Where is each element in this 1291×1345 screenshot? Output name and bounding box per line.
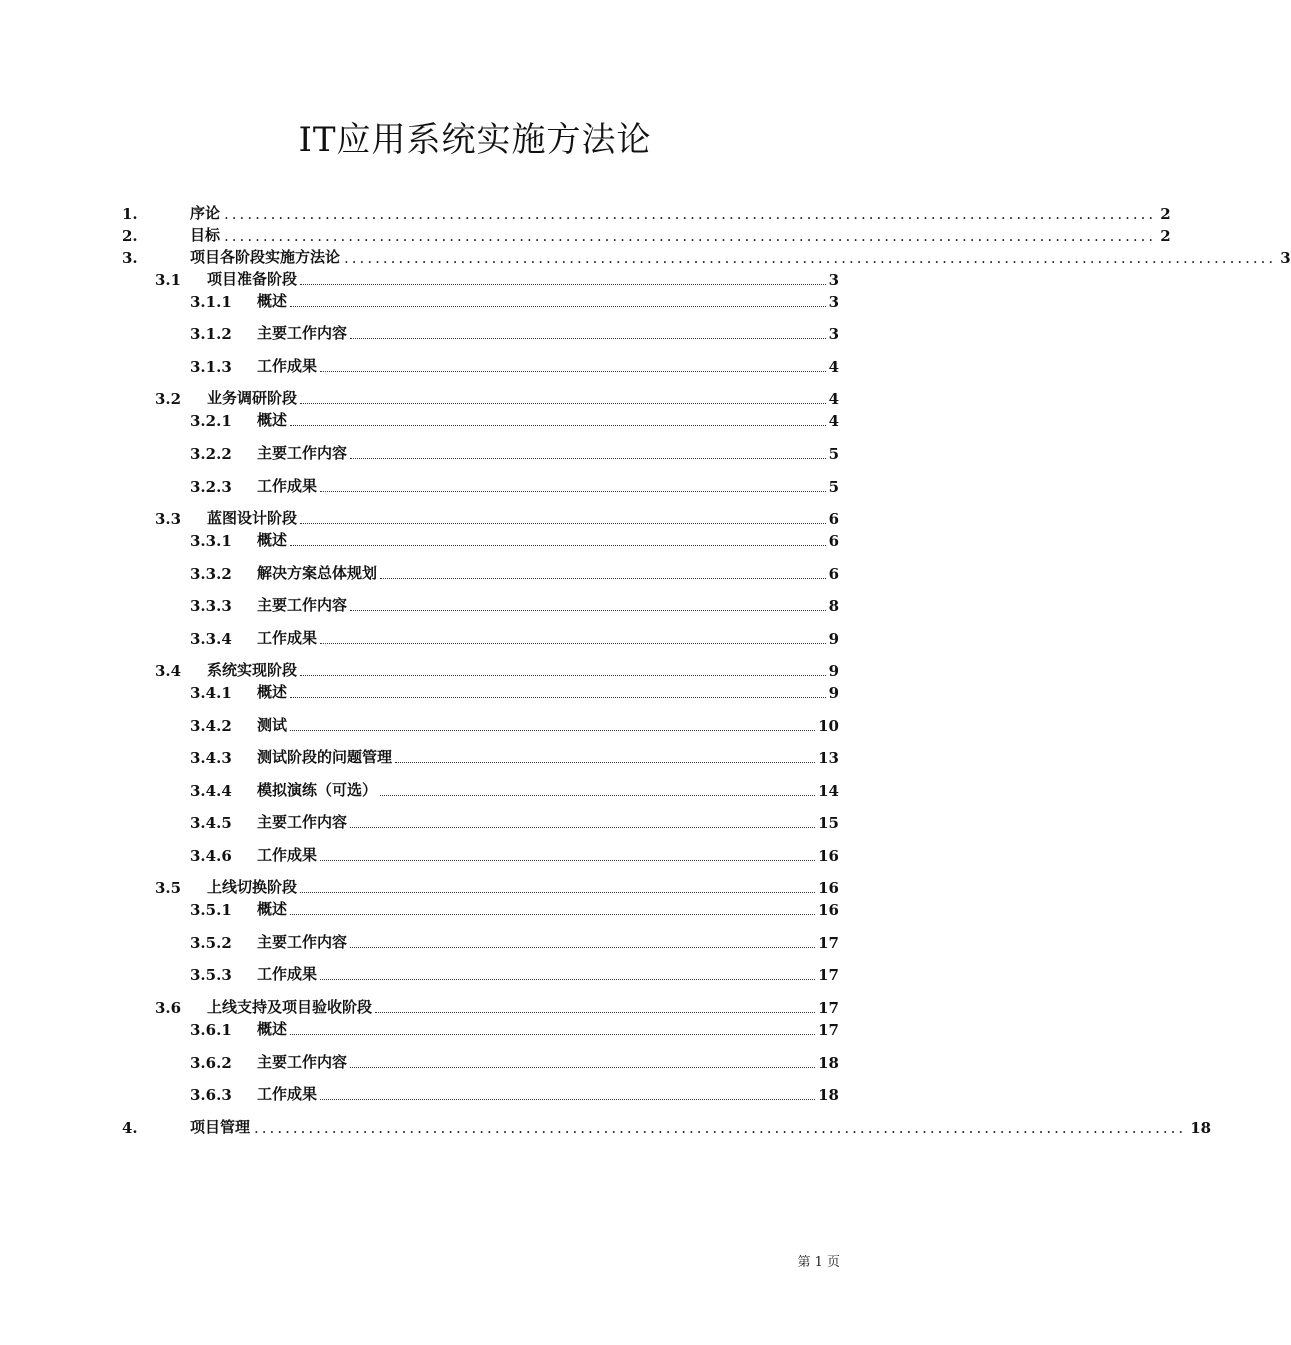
toc-entry-title: 工作成果 bbox=[257, 357, 318, 375]
toc-dot-leader bbox=[350, 337, 826, 339]
toc-entry-title: 概述 bbox=[257, 683, 288, 701]
toc-entry[interactable] bbox=[190, 932, 839, 952]
toc-entry-number: 3.3.3 bbox=[190, 597, 232, 615]
toc-entry-title: 概述 bbox=[257, 292, 288, 310]
toc-dot-leader bbox=[300, 891, 815, 893]
toc-entry-number: 3.4.6 bbox=[190, 847, 232, 865]
toc-dot-leader bbox=[300, 674, 826, 676]
toc-entry[interactable] bbox=[190, 812, 839, 832]
toc-page-number: 6 bbox=[828, 510, 839, 528]
toc-entry-title: 概述 bbox=[257, 900, 288, 918]
toc-entry-number: 3.5.3 bbox=[190, 966, 232, 984]
toc-page-number: 16 bbox=[818, 901, 839, 919]
toc-entry-title: 工作成果 bbox=[257, 1085, 318, 1103]
toc-dot-leader bbox=[375, 1011, 815, 1013]
toc-entry-title: 系统实现阶段 bbox=[207, 661, 298, 679]
document-title: IT应用系统实施方法论 bbox=[298, 120, 652, 160]
toc-dot-leader bbox=[320, 859, 815, 861]
toc-dot-leader bbox=[300, 402, 826, 404]
toc-page-number: 9 bbox=[828, 662, 839, 680]
toc-page-number: 3 bbox=[1280, 249, 1291, 267]
toc-dot-leader bbox=[300, 522, 826, 524]
toc-entry[interactable] bbox=[190, 1052, 839, 1072]
toc-entry-number: 3.4 bbox=[155, 662, 182, 680]
toc-entry-number: 3.2.1 bbox=[190, 412, 232, 430]
toc-entry[interactable] bbox=[190, 323, 839, 343]
toc-page-number: 17 bbox=[818, 934, 839, 952]
toc-entry[interactable] bbox=[155, 508, 839, 528]
toc-entry-number: 3.6 bbox=[155, 999, 182, 1017]
toc-dot-leader bbox=[380, 794, 815, 796]
toc-page-number: 9 bbox=[828, 684, 839, 702]
toc-entry-title: 工作成果 bbox=[257, 965, 318, 983]
toc-entry[interactable] bbox=[190, 715, 839, 735]
page-footer: 第 1 页 bbox=[797, 1255, 840, 1270]
toc-dot-leader bbox=[300, 283, 826, 285]
toc-entry-title: 上线支持及项目验收阶段 bbox=[207, 998, 373, 1016]
toc-entry-number: 3.2 bbox=[155, 390, 182, 408]
toc-dot-leader: ........................................................................................................................ bbox=[344, 249, 1277, 267]
toc-dot-leader: ........................................................................................................................ bbox=[224, 205, 1157, 223]
toc-entry[interactable] bbox=[155, 388, 839, 408]
toc-entry-number: 3.4.4 bbox=[190, 782, 232, 800]
toc-entry[interactable] bbox=[190, 628, 839, 648]
toc-dot-leader bbox=[320, 978, 815, 980]
toc-entry-number: 3.3.4 bbox=[190, 630, 232, 648]
toc-entry[interactable] bbox=[190, 780, 839, 800]
toc-page-number: 4 bbox=[828, 390, 839, 408]
toc-entry[interactable] bbox=[122, 247, 1291, 267]
toc-dot-leader bbox=[350, 457, 826, 459]
toc-entry-number: 3.3 bbox=[155, 510, 182, 528]
toc-entry-title: 主要工作内容 bbox=[257, 596, 348, 614]
toc-entry-number: 3.3.2 bbox=[190, 565, 232, 583]
toc-entry-number: 3.5.2 bbox=[190, 934, 232, 952]
toc-dot-leader bbox=[350, 609, 826, 611]
toc-page-number: 2 bbox=[1160, 205, 1171, 223]
toc-entry-number: 3. bbox=[122, 249, 138, 267]
toc-dot-leader bbox=[350, 826, 815, 828]
toc-page-number: 5 bbox=[828, 445, 839, 463]
toc-entry-title: 测试 bbox=[257, 716, 288, 734]
toc-entry[interactable] bbox=[190, 845, 839, 865]
toc-entry-number: 3.6.3 bbox=[190, 1086, 232, 1104]
toc-dot-leader bbox=[290, 729, 815, 731]
toc-entry[interactable] bbox=[190, 899, 839, 919]
toc-dot-leader bbox=[350, 1066, 815, 1068]
toc-entry-number: 3.1.2 bbox=[190, 325, 232, 343]
toc-entry-number: 3.4.1 bbox=[190, 684, 232, 702]
toc-dot-leader bbox=[395, 761, 815, 763]
toc-entry-title: 主要工作内容 bbox=[257, 933, 348, 951]
toc-entry[interactable] bbox=[190, 443, 839, 463]
toc-entry-number: 4. bbox=[122, 1119, 138, 1137]
toc-entry[interactable] bbox=[190, 747, 839, 767]
toc-page-number: 16 bbox=[818, 847, 839, 865]
toc-dot-leader bbox=[320, 370, 826, 372]
toc-page-number: 6 bbox=[828, 532, 839, 550]
toc-entry-title: 蓝图设计阶段 bbox=[207, 509, 298, 527]
toc-entry-number: 3.4.2 bbox=[190, 717, 232, 735]
toc-dot-leader bbox=[380, 577, 826, 579]
toc-entry-title: 主要工作内容 bbox=[257, 324, 348, 342]
toc-entry-number: 1. bbox=[122, 205, 138, 223]
toc-page-number: 3 bbox=[828, 293, 839, 311]
toc-entry[interactable] bbox=[190, 563, 839, 583]
toc-entry-title: 主要工作内容 bbox=[257, 444, 348, 462]
toc-page-number: 9 bbox=[828, 630, 839, 648]
toc-entry[interactable] bbox=[190, 410, 839, 430]
toc-page-number: 2 bbox=[1160, 227, 1171, 245]
toc-page-number: 6 bbox=[828, 565, 839, 583]
toc-entry-number: 3.1 bbox=[155, 271, 182, 289]
toc-page-number: 17 bbox=[818, 966, 839, 984]
toc-dot-leader bbox=[350, 946, 815, 948]
toc-dot-leader: ........................................................................................................................ bbox=[224, 227, 1157, 245]
toc-entry-number: 3.6.2 bbox=[190, 1054, 232, 1072]
toc-page-number: 16 bbox=[818, 879, 839, 897]
toc-dot-leader: ........................................................................................................................ bbox=[254, 1119, 1187, 1137]
toc-entry-title: 业务调研阶段 bbox=[207, 389, 298, 407]
toc-page-number: 10 bbox=[818, 717, 839, 735]
toc-entry-title: 项目管理 bbox=[190, 1118, 251, 1136]
toc-page-number: 3 bbox=[828, 325, 839, 343]
toc-page-number: 4 bbox=[828, 412, 839, 430]
toc-entry-title: 模拟演练（可选） bbox=[257, 781, 378, 799]
toc-entry-title: 上线切换阶段 bbox=[207, 878, 298, 896]
toc-dot-leader bbox=[290, 1033, 815, 1035]
toc-page-number: 17 bbox=[818, 1021, 839, 1039]
toc-entry-title: 解决方案总体规划 bbox=[257, 564, 378, 582]
toc-page-number: 4 bbox=[828, 358, 839, 376]
toc-page-number: 15 bbox=[818, 814, 839, 832]
toc-dot-leader bbox=[320, 642, 826, 644]
toc-entry[interactable] bbox=[155, 997, 839, 1017]
toc-entry-number: 3.5.1 bbox=[190, 901, 232, 919]
toc-entry[interactable] bbox=[122, 203, 1171, 223]
toc-page-number: 5 bbox=[828, 478, 839, 496]
toc-entry-number: 3.4.5 bbox=[190, 814, 232, 832]
toc-entry[interactable] bbox=[122, 225, 1171, 245]
toc-dot-leader bbox=[320, 490, 826, 492]
toc-dot-leader bbox=[290, 544, 826, 546]
toc-page-number: 18 bbox=[1190, 1119, 1212, 1137]
toc-dot-leader bbox=[290, 913, 815, 915]
toc-dot-leader bbox=[320, 1098, 815, 1100]
toc-dot-leader bbox=[290, 696, 826, 698]
toc-entry-title: 工作成果 bbox=[257, 629, 318, 647]
toc-entry-title: 概述 bbox=[257, 1020, 288, 1038]
toc-entry-title: 概述 bbox=[257, 531, 288, 549]
toc-entry[interactable] bbox=[155, 269, 839, 289]
toc-entry-title: 测试阶段的问题管理 bbox=[257, 748, 393, 766]
toc-page-number: 13 bbox=[818, 749, 839, 767]
toc-entry-title: 主要工作内容 bbox=[257, 1053, 348, 1071]
toc-entry[interactable] bbox=[190, 356, 839, 376]
toc-page-number: 3 bbox=[828, 271, 839, 289]
toc-entry[interactable] bbox=[190, 595, 839, 615]
toc-page-number: 14 bbox=[818, 782, 839, 800]
toc-page-number: 18 bbox=[818, 1086, 839, 1104]
toc-entry-number: 3.2.3 bbox=[190, 478, 232, 496]
toc-entry-number: 3.4.3 bbox=[190, 749, 232, 767]
toc-entry-title: 工作成果 bbox=[257, 477, 318, 495]
toc-dot-leader bbox=[290, 305, 826, 307]
toc-dot-leader bbox=[290, 424, 826, 426]
toc-page-number: 8 bbox=[828, 597, 839, 615]
toc-entry-title: 目标 bbox=[190, 226, 221, 244]
toc-entry-number: 3.1.3 bbox=[190, 358, 232, 376]
toc-entry[interactable] bbox=[190, 964, 839, 984]
toc-page-number: 17 bbox=[818, 999, 839, 1017]
toc-entry-title: 概述 bbox=[257, 411, 288, 429]
toc-entry-title: 序论 bbox=[190, 204, 221, 222]
toc-entry[interactable] bbox=[190, 1019, 839, 1039]
toc-entry-number: 3.6.1 bbox=[190, 1021, 232, 1039]
toc-entry-title: 工作成果 bbox=[257, 846, 318, 864]
toc-entry[interactable] bbox=[190, 291, 839, 311]
toc-entry-number: 3.3.1 bbox=[190, 532, 232, 550]
toc-entry[interactable] bbox=[190, 682, 839, 702]
toc-entry[interactable] bbox=[155, 877, 839, 897]
toc-entry[interactable] bbox=[122, 1117, 1212, 1137]
toc-entry[interactable] bbox=[190, 530, 839, 550]
toc-entry-number: 3.2.2 bbox=[190, 445, 232, 463]
toc-entry[interactable] bbox=[190, 476, 839, 496]
toc-page-number: 18 bbox=[818, 1054, 839, 1072]
toc-entry-title: 项目准备阶段 bbox=[207, 270, 298, 288]
toc-entry-number: 3.5 bbox=[155, 879, 182, 897]
toc-entry-number: 3.1.1 bbox=[190, 293, 232, 311]
toc-entry-title: 主要工作内容 bbox=[257, 813, 348, 831]
toc-entry[interactable] bbox=[190, 1084, 839, 1104]
toc-entry[interactable] bbox=[155, 660, 839, 680]
toc-entry-title: 项目各阶段实施方法论 bbox=[190, 248, 341, 266]
toc-entry-number: 2. bbox=[122, 227, 138, 245]
